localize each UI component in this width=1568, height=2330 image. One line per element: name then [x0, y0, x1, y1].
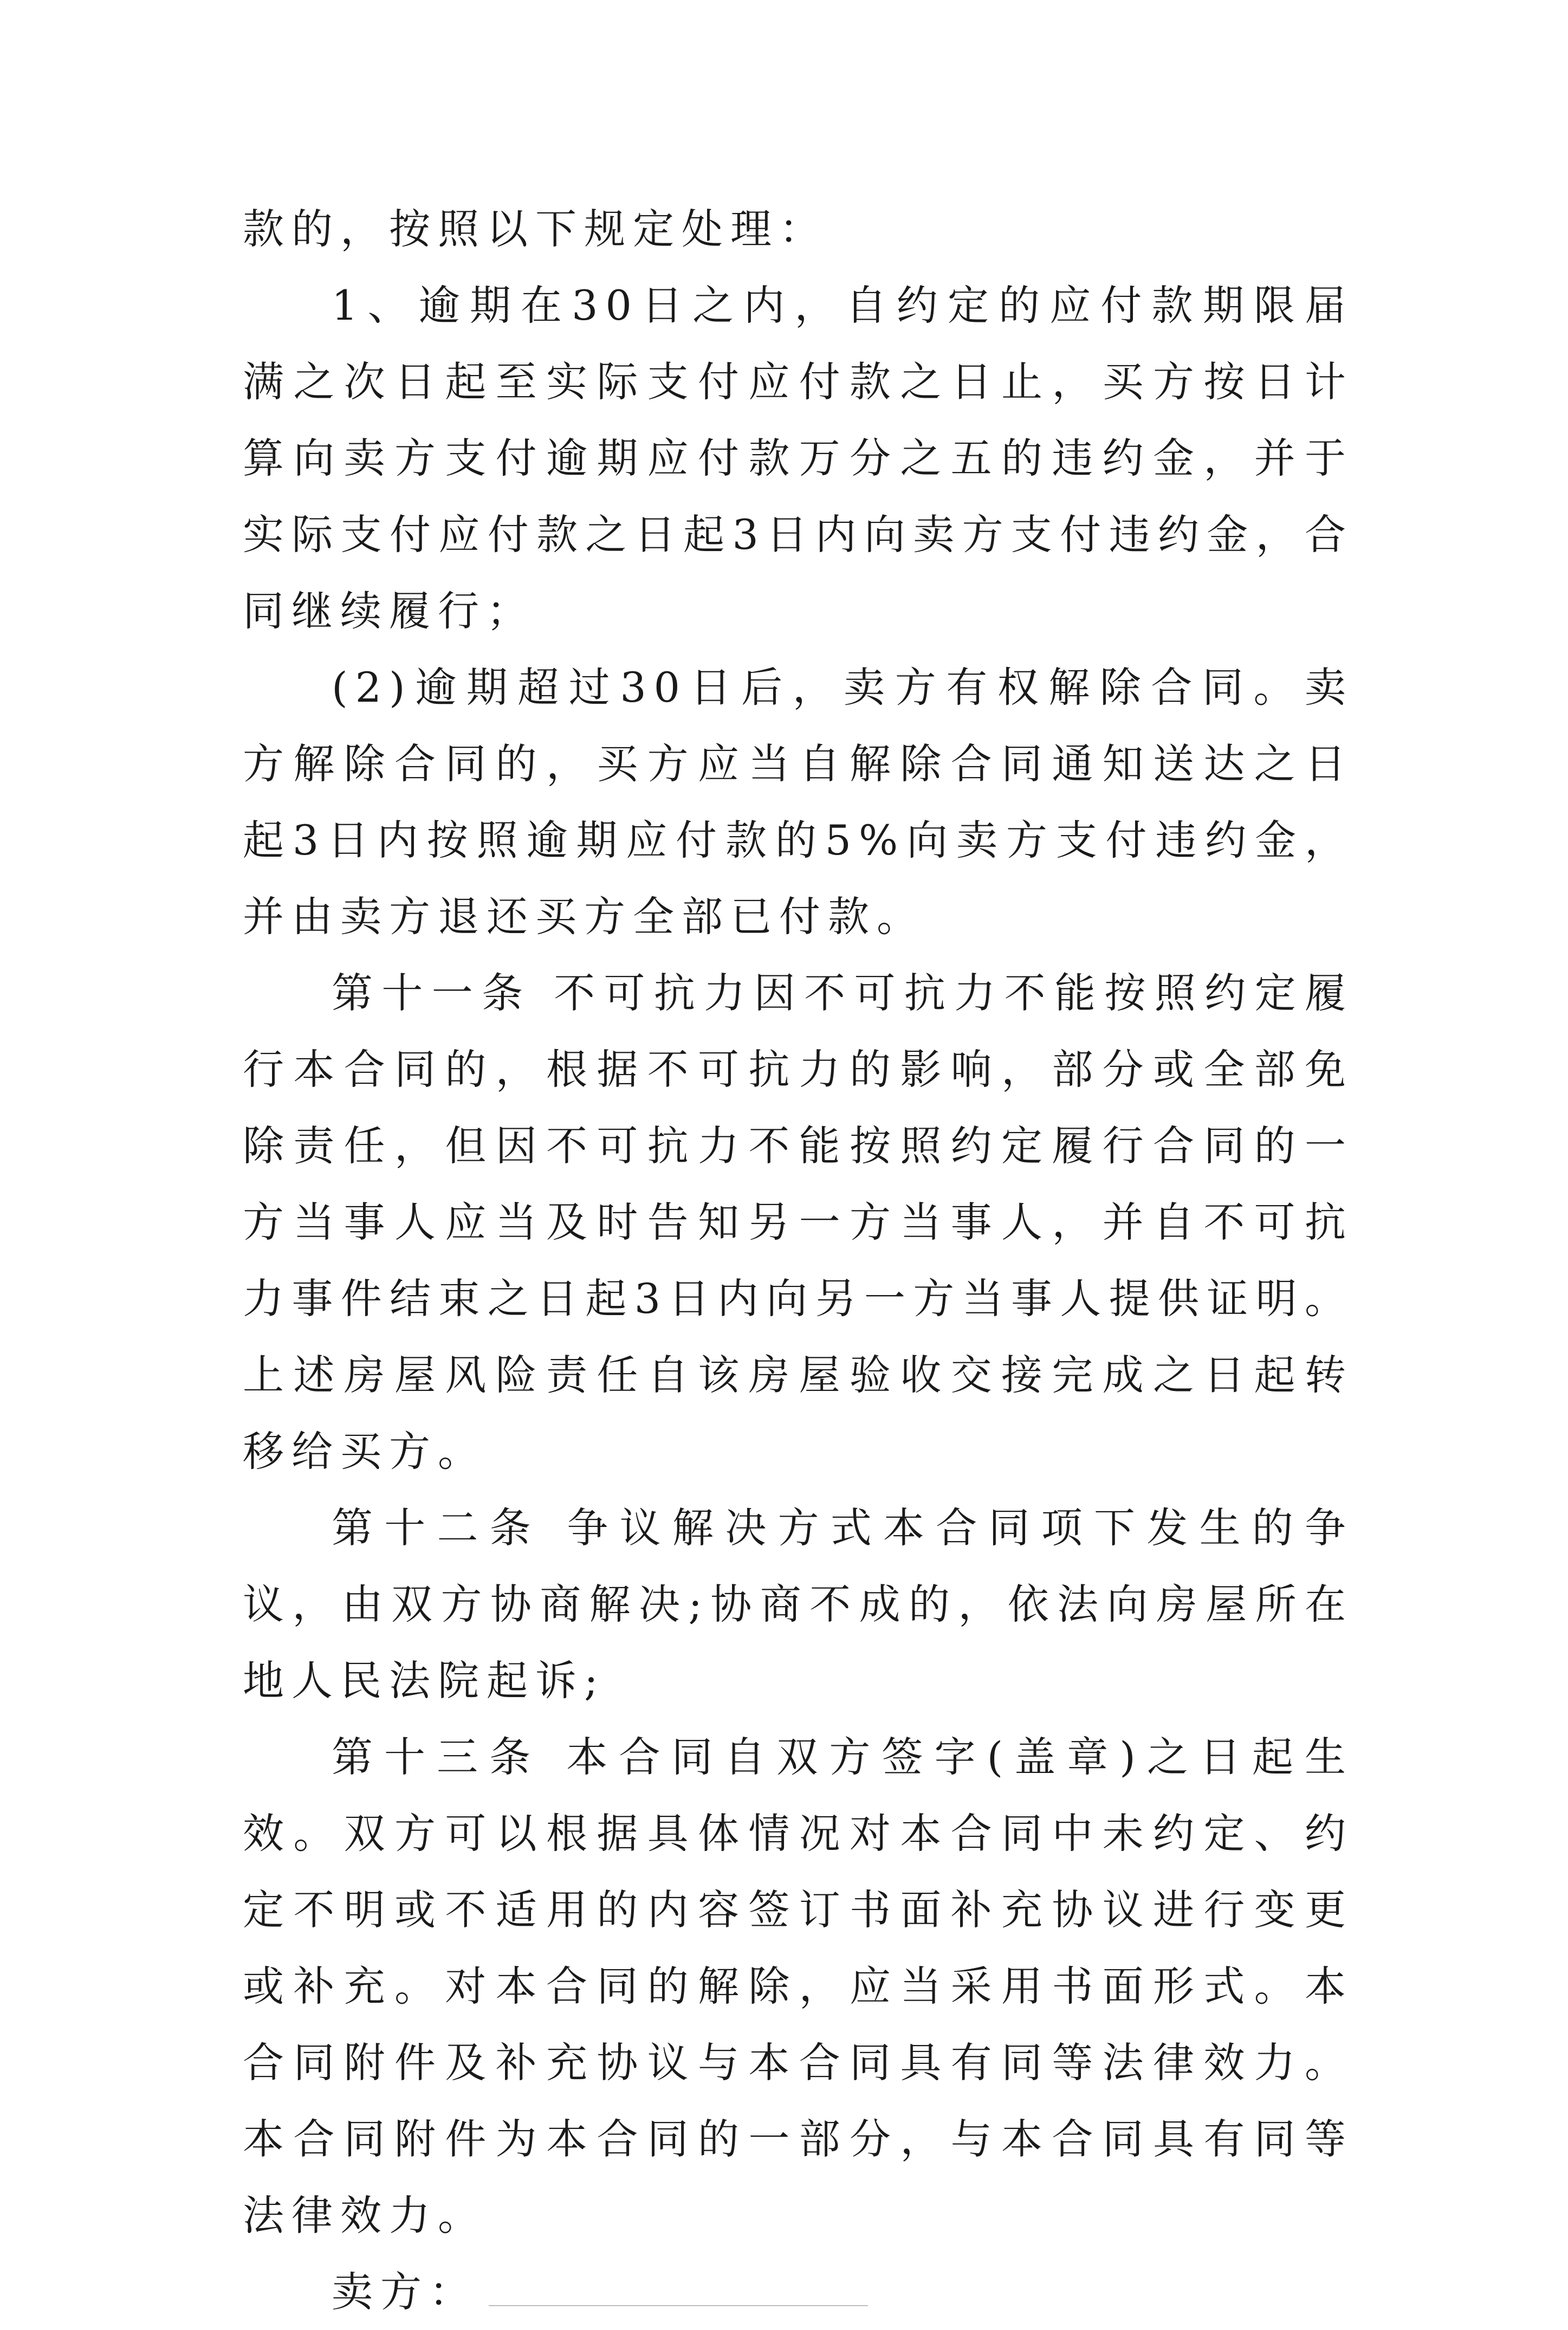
- paragraph-clause-2: (2)逾期超过30日后，卖方有权解除合同。卖方解除合同的，买方应当自解除合同通知送达之日起3日内按照逾期应付款的5%向卖方支付违约金，并由卖方退还买方全部已付款。: [243, 663, 1353, 941]
- paragraph-article-13: 第十三条 本合同自双方签字(盖章)之日起生效。双方可以根据具体情况对本合同中未约定、约定不明或不适用的内容签订书面补充协议进行变更或补充。对本合同的解除，应当采用书面形式。本合同附件及补充协议与本合同具有同等法律效力。本合同附件为本合同的一部分，与本合同具有同等法律效力。: [243, 1733, 1353, 2240]
- seller-signature-label: 卖方：: [332, 2268, 478, 2316]
- paragraph-clause-1: 1、逾期在30日之内，自约定的应付款期限届满之次日起至实际支付应付款之日止，买方按日计算向卖方支付逾期应付款万分之五的违约金，并于实际支付应付款之日起3日内向卖方支付违约金，合同继续履行；: [243, 281, 1353, 635]
- document-body: [243, 191, 1353, 2330]
- signature-block: [243, 2254, 1353, 2330]
- paragraph-article-12: 第十二条 争议解决方式本合同项下发生的争议，由双方协商解决;协商不成的，依法向房屋所在地人民法院起诉;: [243, 1504, 1353, 1705]
- paragraph-continuation: 款的，按照以下规定处理：: [243, 205, 828, 253]
- seller-signature-line[interactable]: [489, 2273, 868, 2306]
- paragraph-article-11: 第十一条 不可抗力因不可抗力不能按照约定履行本合同的，根据不可抗力的影响，部分或全部免除责任，但因不可抗力不能按照约定履行合同的一方当事人应当及时告知另一方当事人，并自不可抗力事件结束之日起3日内向另一方当事人提供证明。上述房屋风险责任自该房屋验收交接完成之日起转移给买方。: [243, 969, 1353, 1475]
